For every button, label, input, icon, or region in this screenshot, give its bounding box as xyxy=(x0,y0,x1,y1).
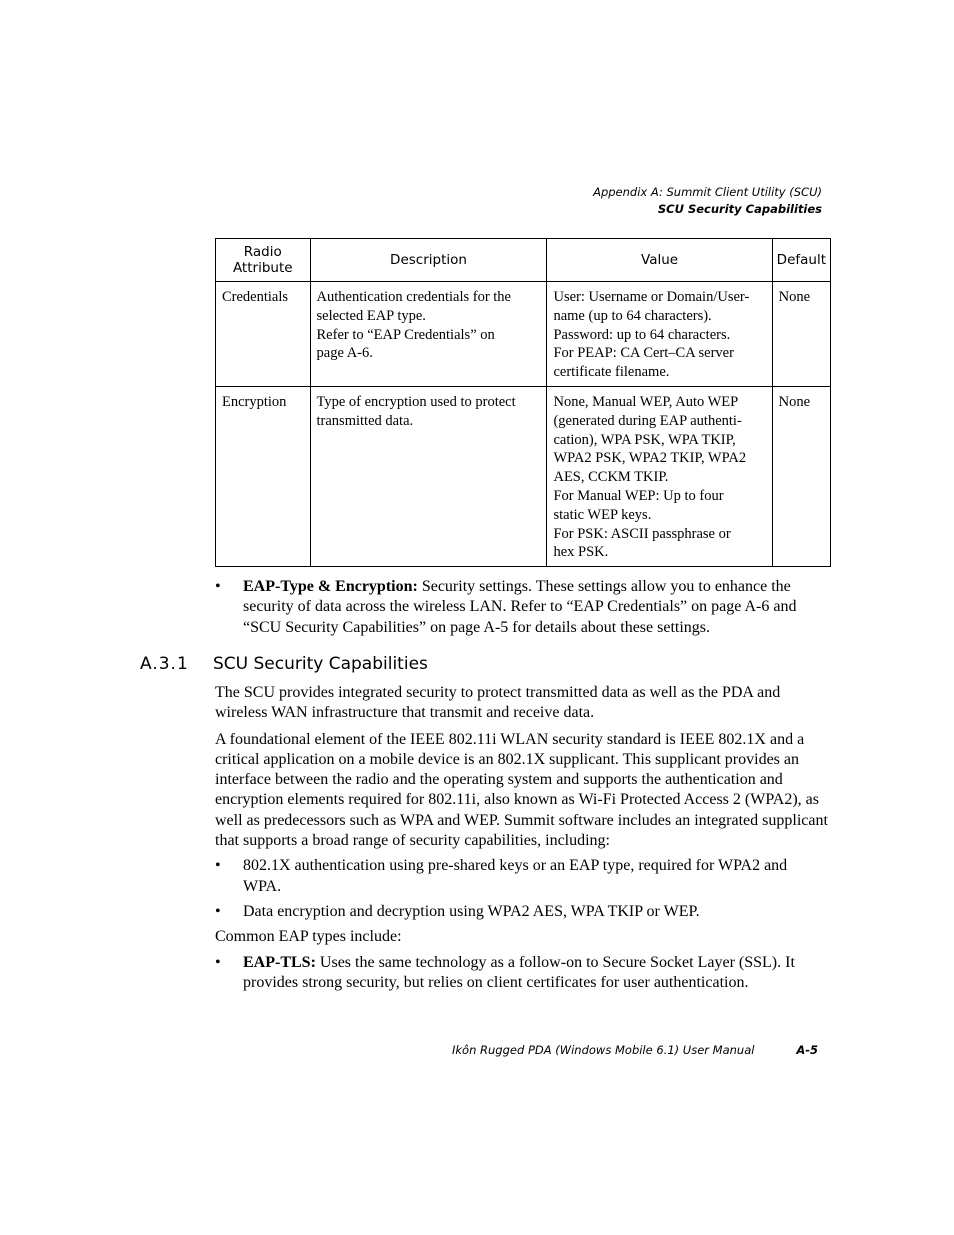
running-footer xyxy=(452,1043,818,1057)
list-item xyxy=(215,953,833,994)
table-header-row xyxy=(216,239,831,282)
table-row xyxy=(216,282,831,387)
bullet-dot: • xyxy=(215,578,221,595)
running-header xyxy=(593,184,822,218)
radio-attributes-table xyxy=(215,238,831,567)
attribute-cell: Credentials xyxy=(216,282,311,387)
description-cell: Type of encryption used to protect transmitted data. xyxy=(310,386,547,566)
paragraph: The SCU provides integrated security to protect transmitted data as well as the PDA and wireless WAN infrastructure that transmit and receive data. xyxy=(215,684,781,722)
bullet-text: Security settings. These settings allow you to enhance the security of data across the wireless LAN. Refer to “EAP Credentials” on page A-6 and “SCU Security Capabilities” on page A-5 for details about these settings. xyxy=(243,578,797,636)
header-section: SCU Security Capabilities xyxy=(657,202,822,216)
column-header-description: Description xyxy=(310,239,547,282)
description-cell: Authentication credentials for the selected EAP type. Refer to “EAP Credentials” on page A-6. xyxy=(310,282,547,387)
bullet-term: EAP-Type & Encryption: xyxy=(243,578,418,595)
default-cell: None xyxy=(772,282,830,387)
list-item: • Data encryption and decryption using WPA2 AES, WPA TKIP or WEP. xyxy=(215,902,833,922)
bullet-text: Uses the same technology as a follow-on to Secure Socket Layer (SSL). It provides strong security, but relies on client certificates for user authentication. xyxy=(243,953,795,991)
eap-type-bullet xyxy=(215,577,833,638)
section-body xyxy=(215,683,833,993)
paragraph: Common EAP types include: xyxy=(215,928,402,946)
header-chapter: Appendix A: Summit Client Utility (SCU) xyxy=(593,185,822,199)
column-header-value: Value xyxy=(547,239,772,282)
list-item: • 802.1X authentication using pre-shared keys or an EAP type, required for WPA2 and WPA. xyxy=(215,857,788,895)
table-row xyxy=(216,386,831,566)
page-number: A-5 xyxy=(796,1043,818,1057)
section-title: SCU Security Capabilities xyxy=(213,654,428,674)
column-header-attribute: Radio Attribute xyxy=(216,239,311,282)
section-heading xyxy=(140,654,428,674)
bullet-term: EAP-TLS: xyxy=(243,953,316,971)
value-cell: None, Manual WEP, Auto WEP (generated during EAP authenti- cation), WPA PSK, WPA TKIP, WPA2 PSK, WPA2 TKIP, WPA2 AES, CCKM TKIP. For Manual WEP: Up to four static WEP keys. For PSK: ASCII passphrase or hex PSK. xyxy=(547,386,772,566)
bullet-dot: • xyxy=(215,902,221,920)
section-number: A.3.1 xyxy=(140,654,189,674)
attribute-cell: Encryption xyxy=(216,386,311,566)
value-cell: User: Username or Domain/User- name (up to 64 characters). Password: up to 64 characters. For PEAP: CA Cert–CA server certificate filename. xyxy=(547,282,772,387)
default-cell: None xyxy=(772,386,830,566)
bullet-dot: • xyxy=(215,857,221,875)
bullet-dot: • xyxy=(215,953,221,971)
paragraph: A foundational element of the IEEE 802.11i WLAN security standard is IEEE 802.1X and a critical application on a mobile device is an 802.1X supplicant. This supplicant provides an interface between the radio and the operating system and supports the authentication and encryption elements required for 802.11i, also known as Wi-Fi Protected Access 2 (WPA2), as well as predecessors such as WPA and WEP. Summit software includes an integrated supplicant that supports a broad range of security capabilities, including: xyxy=(215,730,828,850)
column-header-default: Default xyxy=(772,239,830,282)
footer-title: Ikôn Rugged PDA (Windows Mobile 6.1) User Manual xyxy=(452,1043,755,1057)
